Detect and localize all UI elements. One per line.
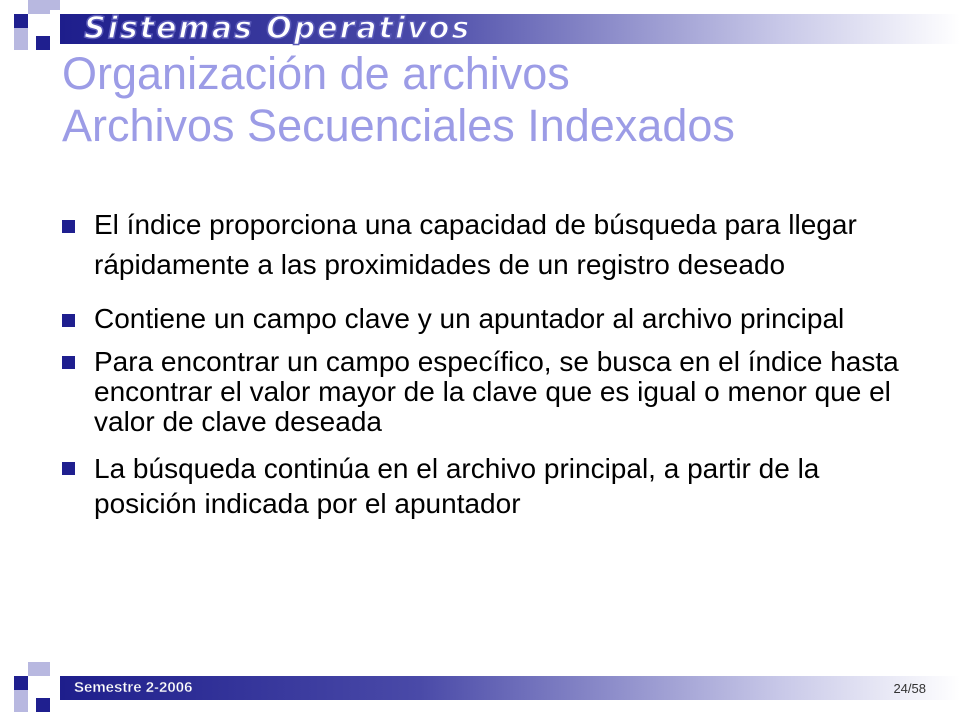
- decor-square-lavender-3: [50, 0, 60, 10]
- decor-square-lavender-4: [28, 662, 50, 676]
- slide-title: [62, 48, 952, 152]
- decor-square-lavender-5: [14, 690, 28, 712]
- page-number: 24/58: [893, 681, 926, 696]
- bullet-item: [60, 451, 920, 521]
- bullet-item: [60, 299, 920, 339]
- decor-square-lavender-2: [14, 28, 28, 50]
- semester-label: Semestre 2-2006: [74, 679, 193, 696]
- square-bullet-icon: [62, 220, 75, 233]
- bullet-text: Para encontrar un campo específico, se busca en el índice hasta encontrar el valor mayor de la clave que es igual o menor que el valor de clave deseada: [94, 346, 899, 437]
- course-title: Sistemas Operativos: [84, 11, 472, 46]
- bullet-item: [60, 347, 920, 437]
- bullet-text: El índice proporciona una capacidad de búsqueda para llegar rápidamente a las proximidades de un registro deseado: [94, 209, 857, 280]
- footer-bar: [60, 676, 960, 700]
- square-bullet-icon: [62, 356, 75, 369]
- decor-square-navy-3: [14, 676, 28, 690]
- bullet-item: [60, 205, 920, 285]
- decor-square-navy-2: [36, 36, 50, 50]
- bullet-text: Contiene un campo clave y un apuntador al archivo principal: [94, 303, 845, 334]
- square-bullet-icon: [62, 462, 75, 475]
- slide-title-line-2: Archivos Secuenciales Indexados: [62, 100, 735, 151]
- slide-title-line-1: Organización de archivos: [62, 48, 570, 99]
- square-bullet-icon: [62, 314, 75, 327]
- decor-square-navy-4: [36, 698, 50, 712]
- bullet-text: La búsqueda continúa en el archivo principal, a partir de la posición indicada por el apuntador: [94, 453, 820, 519]
- decor-square-navy-1: [14, 14, 28, 28]
- bullet-list: [60, 205, 920, 521]
- decor-square-lavender-1: [28, 0, 50, 14]
